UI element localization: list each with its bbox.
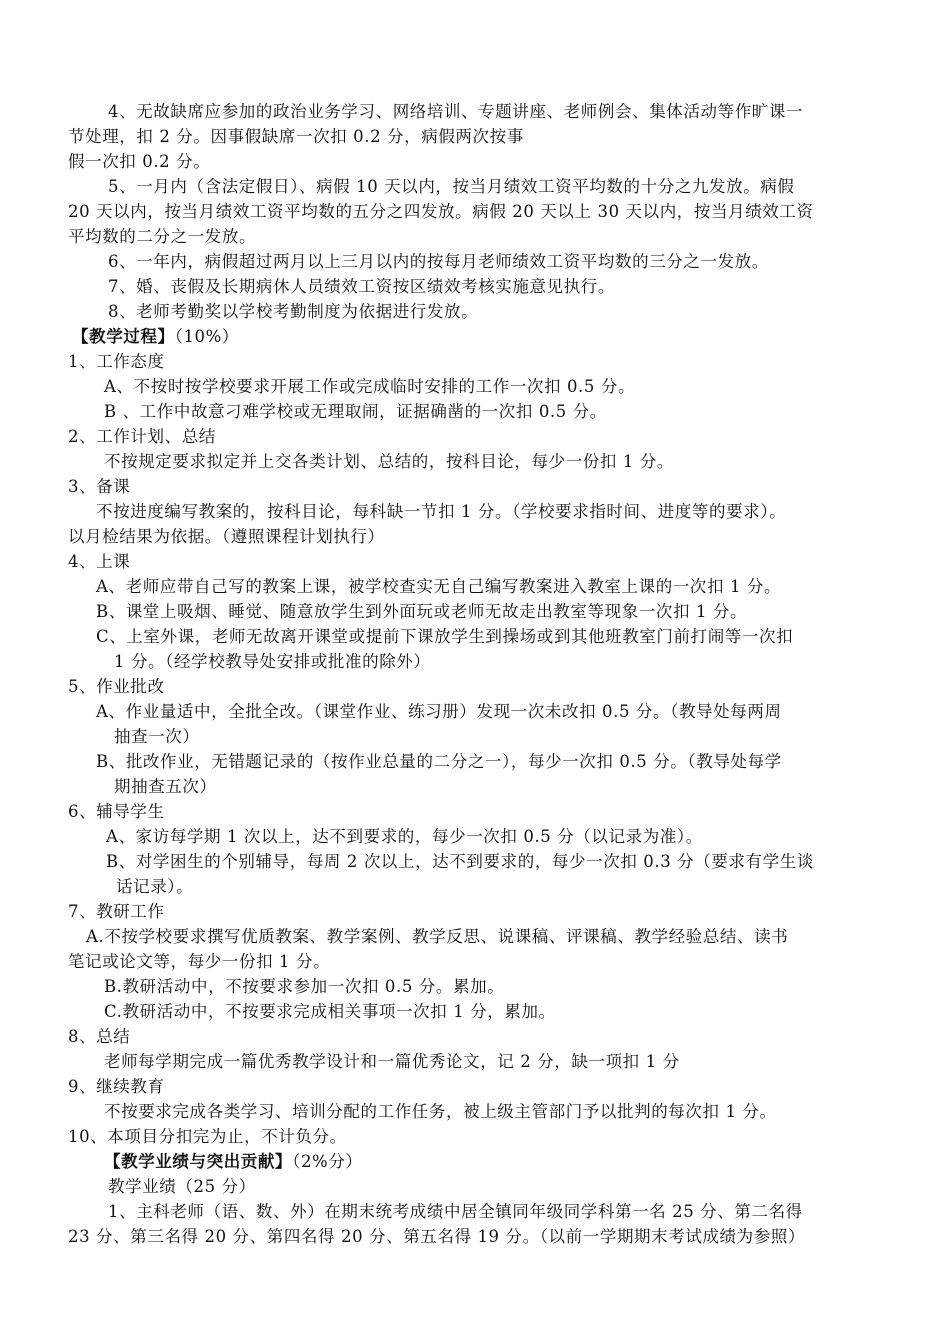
text-line: 不按进度编写教案的，按科目论，每科缺一节扣 1 分。（学校要求指时间、进度等的要求）。 [96, 502, 787, 521]
text-line: 老师每学期完成一篇优秀教学设计和一篇优秀论文，记 2 分，缺一项扣 1 分 [104, 1052, 680, 1071]
text-line: 不按规定要求拟定并上交各类计划、总结的，按科目论，每少一份扣 1 分。 [104, 452, 674, 471]
item-heading: 10、本项目分扣完为止，不计负分。 [68, 1127, 347, 1146]
text-line: 话记录）。 [116, 877, 194, 896]
text-line: 以月检结果为依据。（遵照课程计划执行） [68, 527, 385, 546]
subsection-heading: 教学业绩（25 分） [108, 1177, 256, 1196]
text-line: 平均数的二分之一发放。 [68, 227, 257, 246]
text-line: 不按要求完成各类学习、培训分配的工作任务，被上级主管部门予以批判的每次扣 1 分。 [104, 1102, 777, 1121]
section-heading-teaching-process: 【教学过程】 [72, 327, 175, 346]
text-line: A、不按时按学校要求开展工作或完成临时安排的工作一次扣 0.5 分。 [104, 377, 636, 396]
text-line: 抽查一次） [114, 727, 200, 746]
item-heading: 3、备课 [68, 477, 131, 496]
section-heading-line [72, 326, 239, 348]
text-line: 8、老师考勤奖以学校考勤制度为依据进行发放。 [108, 302, 479, 321]
text-line: 6、一年内，病假超过两月以上三月以内的按每月老师绩效工资平均数的三分之一发放。 [108, 252, 769, 271]
item-heading: 5、作业批改 [68, 677, 165, 696]
text-line: A、作业量适中，全批全改。（课堂作业、练习册）发现一次未改扣 0.5 分。（教导处每两周 [96, 702, 782, 721]
item-heading: 4、上课 [68, 552, 131, 571]
section-heading-line [104, 1151, 363, 1173]
text-line: C、上室外课，老师无故离开课堂或提前下课放学生到操场或到其他班教室门前打闹等一次扣 [96, 627, 794, 646]
text-line: B、批改作业，无错题记录的（按作业总量的二分之一），每少一次扣 0.5 分。（教导处每学 [96, 752, 782, 771]
text-line: 7、婚、丧假及长期病休人员绩效工资按区绩效考核实施意见执行。 [108, 277, 615, 296]
text-line: 1、主科老师（语、数、外）在期末统考成绩中居全镇同年级同学科第一名 25 分、第二名得 [108, 1202, 803, 1221]
text-line: 20 天以内，按当月绩效工资平均数的五分之四发放。病假 20 天以上 30 天以内，按当月绩效工资 [68, 202, 814, 221]
text-line: B.教研活动中，不按要求参加一次扣 0.5 分。累加。 [104, 977, 505, 996]
section-weight: （10%） [174, 327, 240, 346]
item-heading: 2、工作计划、总结 [68, 427, 216, 446]
text-line: 1 分。（经学校教导处安排或批准的除外） [114, 652, 431, 671]
section-heading-performance: 【教学业绩与突出贡献】 [104, 1152, 293, 1171]
text-line: 节处理，扣 2 分。因事假缺席一次扣 0.2 分，病假两次按事 [68, 127, 524, 146]
text-line: 5、一月内（含法定假日）、病假 10 天以内，按当月绩效工资平均数的十分之九发放。病假 [108, 177, 795, 196]
text-line: 23 分、第三名得 20 分、第四名得 20 分、第五名得 19 分。（以前一学期期末考试成绩为参照） [68, 1227, 806, 1246]
text-line: 期抽查五次） [114, 777, 217, 796]
text-line: A、老师应带自己写的教案上课，被学校查实无自己编写教案进入教室上课的一次扣 1 分。 [96, 577, 782, 596]
text-line: B 、工作中故意刁难学校或无理取闹，证据确凿的一次扣 0.5 分。 [104, 402, 607, 421]
section-weight: （2%分） [292, 1152, 363, 1171]
text-line: 笔记或论文等，每少一份扣 1 分。 [68, 952, 331, 971]
item-heading: 6、辅导学生 [68, 802, 165, 821]
text-line: B、课堂上吸烟、睡觉、随意放学生到外面玩或老师无故走出教室等现象一次扣 1 分。 [96, 602, 748, 621]
text-line: A、家访每学期 1 次以上，达不到要求的，每少一次扣 0.5 分（以记录为准）。 [106, 827, 703, 846]
item-heading: 1、工作态度 [68, 352, 165, 371]
text-line: 假一次扣 0.2 分。 [68, 152, 211, 171]
text-line: A.不按学校要求撰写优质教案、教学案例、教学反思、说课稿、评课稿、教学经验总结、读书 [86, 927, 789, 946]
item-heading: 8、总结 [68, 1027, 131, 1046]
item-heading: 9、继续教育 [68, 1077, 165, 1096]
text-line: B、对学困生的个别辅导，每周 2 次以上，达不到要求的，每少一次扣 0.3 分（要求有学生谈 [106, 852, 814, 871]
text-line: C.教研活动中，不按要求完成相关事项一次扣 1 分，累加。 [104, 1002, 556, 1021]
text-line: 4、无故缺席应参加的政治业务学习、网络培训、专题讲座、老师例会、集体活动等作旷课一 [108, 102, 804, 121]
item-heading: 7、教研工作 [68, 902, 165, 921]
